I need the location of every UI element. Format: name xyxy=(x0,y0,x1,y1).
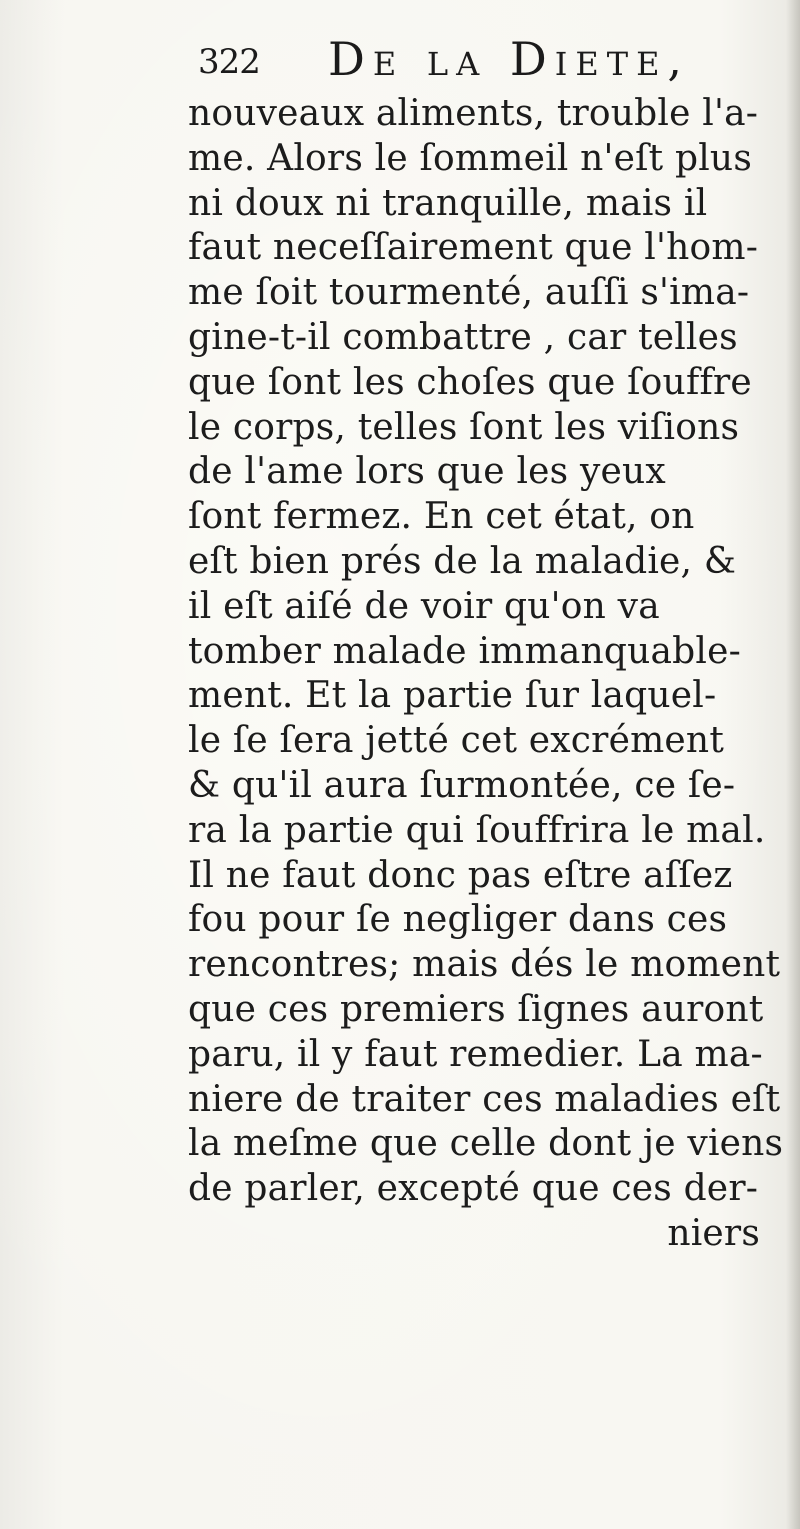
body-text xyxy=(188,92,788,1257)
text-line: de l'ame lors que les yeux xyxy=(188,451,666,493)
text-line: tomber malade immanquable- xyxy=(188,630,742,672)
text-line: de parler, excepté que ces der- xyxy=(188,1168,759,1210)
text-line: fou pour ſe negliger dans ces xyxy=(188,899,728,941)
text-line: ment. Et la partie ſur laquel- xyxy=(188,675,717,717)
page-number: 322 xyxy=(198,42,260,82)
text-line: nouveaux aliments, trouble l'a- xyxy=(188,93,759,134)
running-title: De la Diete, xyxy=(328,32,691,86)
page-header xyxy=(198,28,798,88)
text-line: Il ne faut donc pas eſtre aſſez xyxy=(188,854,733,896)
text-line: me ſoit tourmenté, auſſi s'ima- xyxy=(188,272,750,314)
catchword: niers xyxy=(667,1212,760,1254)
text-line: que ces premiers ſignes auront xyxy=(188,988,764,1030)
text-line: faut neceſſairement que l'hom- xyxy=(188,227,759,269)
text-line: eſt bien prés de la maladie, & xyxy=(188,540,737,582)
text-line: le corps, telles ſont les viſions xyxy=(188,406,740,448)
text-line: le ſe ſera jetté cet excrément xyxy=(188,720,724,762)
text-line: niere de traiter ces maladies eſt xyxy=(188,1078,781,1120)
page-edge-shadow xyxy=(786,0,800,1529)
text-line: me. Alors le ſommeil n'eſt plus xyxy=(188,137,752,179)
text-line: ra la partie qui ſouffrira le mal. xyxy=(188,809,766,851)
text-line: rencontres; mais dés le moment xyxy=(188,944,781,986)
text-line: ſont fermez. En cet état, on xyxy=(188,496,695,538)
text-line: & qu'il aura ſurmontée, ce ſe- xyxy=(188,764,736,806)
text-line: que ſont les choſes que ſouffre xyxy=(188,361,752,403)
text-line: paru, il y faut remedier. La ma- xyxy=(188,1033,763,1075)
text-line: ni doux ni tranquille, mais il xyxy=(188,182,708,224)
text-line: la meſme que celle dont je viens xyxy=(188,1123,784,1165)
text-line: il eſt aiſé de voir qu'on va xyxy=(188,585,660,627)
text-line: gine-t-il combattre , car telles xyxy=(188,316,738,358)
